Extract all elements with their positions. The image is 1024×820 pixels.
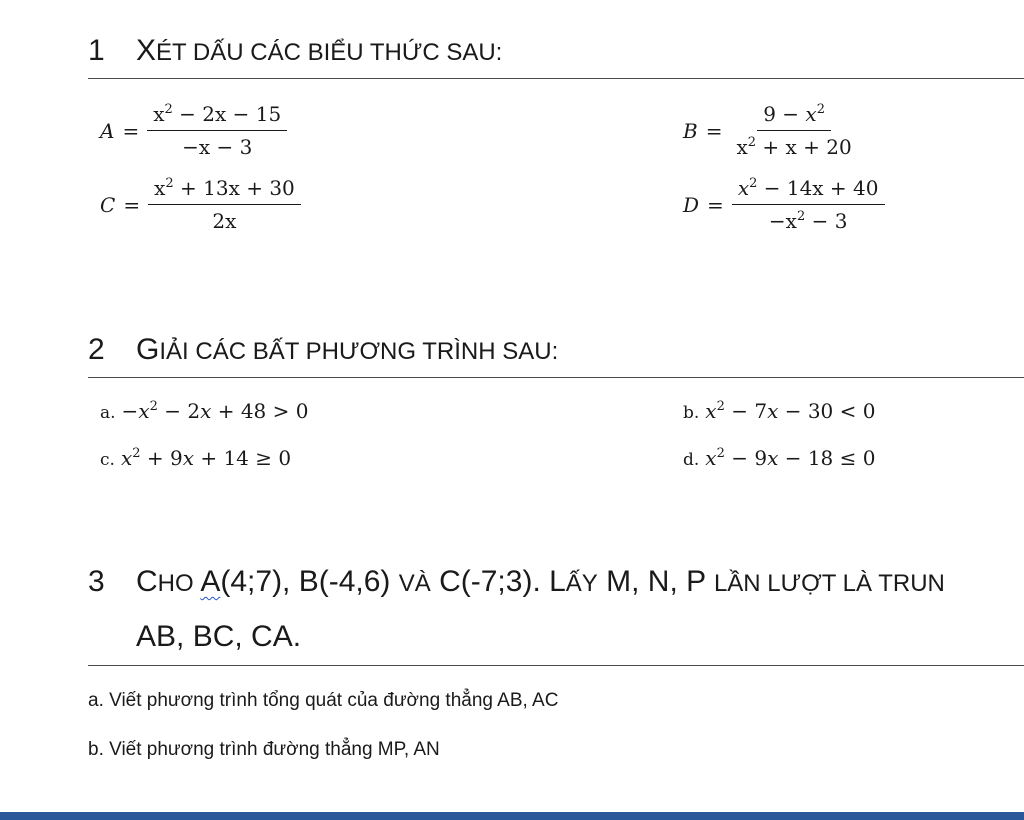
section-1-rule [88, 78, 1024, 79]
section-2-heading [88, 333, 558, 367]
expression-c-denominator: 2x [212, 209, 237, 233]
point-a-spellcheck: A [200, 565, 221, 598]
section-3-rule [88, 665, 1024, 666]
task-b: b. Viết phương trình đường thẳng MP, AN [88, 739, 440, 760]
inequality-a: a. $-x^2 - 2x + 48 > 0$ [100, 399, 309, 423]
inequality-c-label: c. [100, 450, 115, 470]
section-2-number: 2 [88, 333, 105, 366]
expression-c-numerator: $x^2 + 13x + 30$ [148, 176, 301, 205]
expression-b-numerator: $9 - x^2$ [757, 102, 831, 131]
inequality-c: c. $x^2 + 9x + 14 \ge 0$ [100, 446, 292, 470]
expression-b-denominator: $x^2 + x + 20$ [736, 135, 852, 159]
expression-c: C = $\frac{x^2 + 13x + 30}{2x}$ [100, 176, 301, 233]
inequality-d-label: d. [683, 450, 700, 470]
expression-c-fraction [148, 176, 301, 233]
expression-c-var: C [100, 192, 116, 217]
expression-d-fraction [732, 176, 885, 233]
section-2-title-initial: G [136, 333, 160, 366]
section-3-number: 3 [88, 565, 105, 598]
section-3-heading-line-1: 3 CHO A(4;7), B(-4,6) VÀ C(-7;3). LẤY M, N, P LẦN LƯỢT LÀ TRUN [88, 565, 945, 598]
expression-d-var: D [683, 192, 700, 217]
expression-b-fraction [730, 102, 857, 159]
expression-b-var: B [683, 118, 698, 143]
taskbar-strip [0, 812, 1024, 820]
inequality-b: b. $x^2 - 7x - 30 < 0$ [683, 399, 876, 423]
expression-a-numerator: $x^2 - 2x - 15$ [147, 102, 287, 131]
inequality-a-label: a. [100, 403, 116, 423]
section-2-rule [88, 377, 1024, 378]
task-a: a. Viết phương trình tổng quát của đường thẳng AB, AC [88, 690, 559, 711]
section-2-title-rest: IẢI CÁC BẤT PHƯƠNG TRÌNH SAU: [159, 338, 559, 365]
section-3-heading-line-2: AB, BC, CA. [136, 620, 302, 653]
expression-a-fraction [147, 102, 287, 159]
inequality-b-label: b. [683, 403, 700, 423]
section-1-number: 1 [88, 34, 105, 67]
inequality-d: d. $x^2 - 9x - 18 \le 0$ [683, 446, 876, 470]
expression-d-numerator: $x^2 - 14x + 40$ [732, 176, 885, 205]
expression-a-var: A [100, 118, 115, 143]
expression-d-denominator: $-x^2 - 3$ [768, 209, 848, 233]
section-1-title-rest: ÉT DẤU CÁC BIỂU THỨC SAU: [156, 39, 503, 66]
expression-d: D = $\frac{x^2 - 14x + 40}{-x^2 - 3}$ [683, 176, 885, 233]
expression-a-denominator: −x − 3 [182, 135, 253, 159]
expression-a: A = $\frac{x^2 - 2x - 15}{-x - 3}$ [100, 102, 287, 159]
expression-b: B = $\frac{9 - x^2}{x^2 + x + 20}$ [683, 102, 858, 159]
section-1-heading [88, 34, 502, 68]
section-1-title-initial: X [136, 34, 157, 67]
